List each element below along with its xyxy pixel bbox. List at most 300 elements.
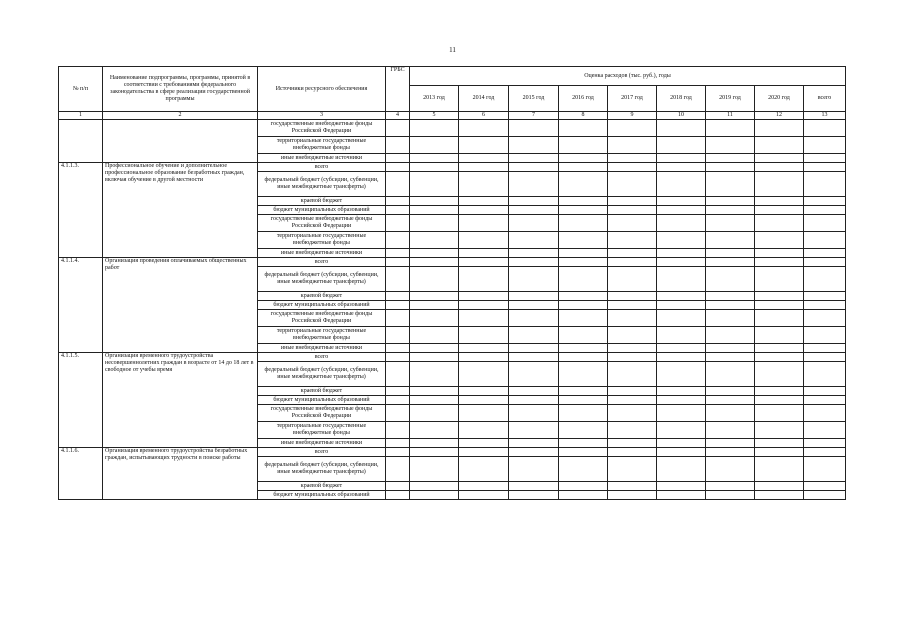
value-cell <box>459 405 509 422</box>
value-cell <box>459 448 509 457</box>
value-cell <box>706 137 755 154</box>
value-cell <box>755 292 804 301</box>
value-cell <box>608 215 657 232</box>
value-cell <box>706 215 755 232</box>
value-cell <box>657 491 706 500</box>
value-cell <box>559 405 608 422</box>
grbs-cell <box>386 353 410 362</box>
program-number: 4.1.1.6. <box>59 448 103 500</box>
program-name: Организация временного трудоустройства безработных граждан, испытывающих трудности в поиске работы <box>103 448 258 500</box>
value-cell <box>509 448 559 457</box>
column-number: 11 <box>706 112 755 120</box>
value-cell <box>706 120 755 137</box>
value-cell <box>608 301 657 310</box>
value-cell <box>755 405 804 422</box>
value-cell <box>706 327 755 344</box>
source-label: государственные внебюджетные фонды Российской Федерации <box>258 405 386 422</box>
value-cell <box>559 344 608 353</box>
value-cell <box>608 267 657 292</box>
value-cell <box>410 267 459 292</box>
value-cell <box>559 249 608 258</box>
column-number: 8 <box>559 112 608 120</box>
value-cell <box>559 448 608 457</box>
value-cell <box>559 387 608 396</box>
value-cell <box>410 249 459 258</box>
value-cell <box>509 258 559 267</box>
value-cell <box>657 137 706 154</box>
value-cell <box>459 327 509 344</box>
value-cell <box>459 163 509 172</box>
value-cell <box>657 362 706 387</box>
value-cell <box>706 491 755 500</box>
column-number: 9 <box>608 112 657 120</box>
value-cell <box>559 439 608 448</box>
value-cell <box>410 491 459 500</box>
value-cell <box>459 310 509 327</box>
value-cell <box>804 154 846 163</box>
value-cell <box>559 353 608 362</box>
value-cell <box>459 439 509 448</box>
value-cell <box>608 120 657 137</box>
value-cell <box>706 301 755 310</box>
grbs-cell <box>386 267 410 292</box>
value-cell <box>559 327 608 344</box>
value-cell <box>804 292 846 301</box>
value-cell <box>459 120 509 137</box>
value-cell <box>410 215 459 232</box>
grbs-cell <box>386 482 410 491</box>
value-cell <box>657 267 706 292</box>
value-cell <box>657 292 706 301</box>
value-cell <box>559 172 608 197</box>
value-cell <box>559 120 608 137</box>
value-cell <box>608 327 657 344</box>
value-cell <box>804 206 846 215</box>
source-label: краевой бюджет <box>258 387 386 396</box>
value-cell <box>608 249 657 258</box>
value-cell <box>410 448 459 457</box>
year-header: 2018 год <box>657 86 706 112</box>
value-cell <box>559 206 608 215</box>
value-cell <box>755 258 804 267</box>
value-cell <box>755 267 804 292</box>
value-cell <box>559 482 608 491</box>
value-cell <box>410 120 459 137</box>
value-cell <box>706 422 755 439</box>
value-cell <box>804 362 846 387</box>
grbs-cell <box>386 327 410 344</box>
value-cell <box>804 120 846 137</box>
value-cell <box>509 172 559 197</box>
value-cell <box>706 172 755 197</box>
value-cell <box>509 249 559 258</box>
year-header-total: всего <box>804 86 846 112</box>
value-cell <box>459 353 509 362</box>
value-cell <box>509 422 559 439</box>
value-cell <box>657 396 706 405</box>
expenditure-table <box>58 66 846 500</box>
value-cell <box>410 353 459 362</box>
value-cell <box>559 310 608 327</box>
value-cell <box>706 249 755 258</box>
value-cell <box>657 301 706 310</box>
value-cell <box>509 206 559 215</box>
source-label: территориальные государственные внебюджетные фонды <box>258 422 386 439</box>
year-header: 2015 год <box>509 86 559 112</box>
value-cell <box>804 301 846 310</box>
column-number: 5 <box>410 112 459 120</box>
grbs-cell <box>386 215 410 232</box>
source-label: государственные внебюджетные фонды Российской Федерации <box>258 310 386 327</box>
value-cell <box>706 396 755 405</box>
value-cell <box>804 310 846 327</box>
value-cell <box>459 457 509 482</box>
value-cell <box>459 154 509 163</box>
grbs-cell <box>386 206 410 215</box>
value-cell <box>410 422 459 439</box>
source-label: краевой бюджет <box>258 482 386 491</box>
value-cell <box>608 163 657 172</box>
value-cell <box>509 327 559 344</box>
year-header: 2016 год <box>559 86 608 112</box>
value-cell <box>657 457 706 482</box>
grbs-cell <box>386 301 410 310</box>
value-cell <box>410 154 459 163</box>
value-cell <box>608 422 657 439</box>
value-cell <box>559 154 608 163</box>
value-cell <box>804 439 846 448</box>
value-cell <box>706 405 755 422</box>
source-label: всего <box>258 353 386 362</box>
value-cell <box>410 439 459 448</box>
value-cell <box>459 197 509 206</box>
value-cell <box>509 310 559 327</box>
value-cell <box>608 310 657 327</box>
value-cell <box>755 448 804 457</box>
value-cell <box>706 197 755 206</box>
table-row <box>59 120 846 137</box>
value-cell <box>608 491 657 500</box>
value-cell <box>608 344 657 353</box>
value-cell <box>608 482 657 491</box>
value-cell <box>755 422 804 439</box>
value-cell <box>559 362 608 387</box>
source-label: краевой бюджет <box>258 292 386 301</box>
value-cell <box>706 232 755 249</box>
column-number: 6 <box>459 112 509 120</box>
column-number: 1 <box>59 112 103 120</box>
source-label: федеральный бюджет (субсидии, субвенции, иные межбюджетные трансферты) <box>258 172 386 197</box>
value-cell <box>608 292 657 301</box>
value-cell <box>804 249 846 258</box>
value-cell <box>755 154 804 163</box>
value-cell <box>657 448 706 457</box>
value-cell <box>804 396 846 405</box>
grbs-cell <box>386 232 410 249</box>
value-cell <box>804 448 846 457</box>
value-cell <box>804 215 846 232</box>
value-cell <box>559 232 608 249</box>
value-cell <box>459 301 509 310</box>
value-cell <box>755 232 804 249</box>
value-cell <box>755 120 804 137</box>
value-cell <box>755 353 804 362</box>
value-cell <box>657 482 706 491</box>
value-cell <box>410 137 459 154</box>
value-cell <box>410 396 459 405</box>
value-cell <box>657 206 706 215</box>
value-cell <box>608 353 657 362</box>
value-cell <box>608 258 657 267</box>
value-cell <box>410 405 459 422</box>
value-cell <box>755 172 804 197</box>
value-cell <box>410 327 459 344</box>
value-cell <box>410 206 459 215</box>
year-header: 2013 год <box>410 86 459 112</box>
value-cell <box>410 457 459 482</box>
value-cell <box>459 206 509 215</box>
value-cell <box>559 292 608 301</box>
value-cell <box>459 258 509 267</box>
program-number-cell <box>59 120 103 163</box>
value-cell <box>410 163 459 172</box>
value-cell <box>755 249 804 258</box>
value-cell <box>706 387 755 396</box>
value-cell <box>608 405 657 422</box>
value-cell <box>509 215 559 232</box>
value-cell <box>657 154 706 163</box>
grbs-cell <box>386 387 410 396</box>
source-label: иные внебюджетные источники <box>258 344 386 353</box>
value-cell <box>608 137 657 154</box>
value-cell <box>509 396 559 405</box>
grbs-cell <box>386 249 410 258</box>
value-cell <box>410 387 459 396</box>
table-row <box>59 448 846 457</box>
value-cell <box>459 232 509 249</box>
column-number: 2 <box>103 112 258 120</box>
value-cell <box>509 292 559 301</box>
value-cell <box>706 154 755 163</box>
source-label: бюджет муниципальных образований <box>258 206 386 215</box>
header-num: № п/п <box>59 67 103 112</box>
column-number: 4 <box>386 112 410 120</box>
source-label: государственные внебюджетные фонды Российской Федерации <box>258 120 386 137</box>
value-cell <box>459 267 509 292</box>
value-cell <box>410 362 459 387</box>
year-header: 2017 год <box>608 86 657 112</box>
value-cell <box>657 353 706 362</box>
value-cell <box>509 387 559 396</box>
grbs-cell <box>386 448 410 457</box>
value-cell <box>559 197 608 206</box>
value-cell <box>559 491 608 500</box>
value-cell <box>804 327 846 344</box>
value-cell <box>657 172 706 197</box>
column-number: 13 <box>804 112 846 120</box>
value-cell <box>459 396 509 405</box>
grbs-cell <box>386 310 410 327</box>
column-number: 3 <box>258 112 386 120</box>
source-label: иные внебюджетные источники <box>258 249 386 258</box>
grbs-cell <box>386 405 410 422</box>
value-cell <box>657 405 706 422</box>
value-cell <box>755 396 804 405</box>
value-cell <box>804 163 846 172</box>
value-cell <box>706 344 755 353</box>
value-cell <box>706 448 755 457</box>
source-label: иные внебюджетные источники <box>258 439 386 448</box>
value-cell <box>657 120 706 137</box>
table-row <box>59 353 846 362</box>
value-cell <box>459 422 509 439</box>
column-number: 10 <box>657 112 706 120</box>
page-number: 11 <box>449 46 456 54</box>
value-cell <box>804 172 846 197</box>
value-cell <box>657 327 706 344</box>
value-cell <box>706 439 755 448</box>
grbs-cell <box>386 362 410 387</box>
value-cell <box>657 197 706 206</box>
value-cell <box>509 137 559 154</box>
value-cell <box>706 457 755 482</box>
value-cell <box>755 327 804 344</box>
value-cell <box>509 482 559 491</box>
value-cell <box>657 439 706 448</box>
value-cell <box>706 310 755 327</box>
value-cell <box>459 137 509 154</box>
value-cell <box>804 353 846 362</box>
value-cell <box>706 353 755 362</box>
column-numbers-row <box>59 112 846 120</box>
value-cell <box>755 439 804 448</box>
grbs-cell <box>386 120 410 137</box>
value-cell <box>410 197 459 206</box>
value-cell <box>410 482 459 491</box>
grbs-cell <box>386 439 410 448</box>
program-number: 4.1.1.4. <box>59 258 103 353</box>
value-cell <box>608 448 657 457</box>
value-cell <box>804 344 846 353</box>
value-cell <box>657 163 706 172</box>
program-name: Организация проведения оплачиваемых общественных работ <box>103 258 258 353</box>
value-cell <box>804 422 846 439</box>
value-cell <box>706 482 755 491</box>
value-cell <box>509 154 559 163</box>
grbs-cell <box>386 422 410 439</box>
value-cell <box>755 137 804 154</box>
value-cell <box>608 396 657 405</box>
source-label: бюджет муниципальных образований <box>258 491 386 500</box>
value-cell <box>657 215 706 232</box>
grbs-cell <box>386 172 410 197</box>
value-cell <box>509 197 559 206</box>
value-cell <box>509 353 559 362</box>
value-cell <box>459 387 509 396</box>
source-label: федеральный бюджет (субсидии, субвенции, иные межбюджетные трансферты) <box>258 267 386 292</box>
value-cell <box>459 344 509 353</box>
source-label: государственные внебюджетные фонды Российской Федерации <box>258 215 386 232</box>
value-cell <box>559 163 608 172</box>
value-cell <box>804 197 846 206</box>
value-cell <box>608 362 657 387</box>
value-cell <box>559 301 608 310</box>
value-cell <box>706 258 755 267</box>
year-header: 2020 год <box>755 86 804 112</box>
value-cell <box>608 154 657 163</box>
value-cell <box>459 362 509 387</box>
value-cell <box>706 267 755 292</box>
value-cell <box>755 206 804 215</box>
value-cell <box>509 405 559 422</box>
source-label: бюджет муниципальных образований <box>258 301 386 310</box>
source-label: федеральный бюджет (субсидии, субвенции, иные межбюджетные трансферты) <box>258 362 386 387</box>
source-label: краевой бюджет <box>258 197 386 206</box>
value-cell <box>559 396 608 405</box>
source-label: иные внебюджетные источники <box>258 154 386 163</box>
value-cell <box>804 457 846 482</box>
value-cell <box>657 422 706 439</box>
value-cell <box>410 310 459 327</box>
value-cell <box>509 362 559 387</box>
value-cell <box>559 137 608 154</box>
source-label: федеральный бюджет (субсидии, субвенции, иные межбюджетные трансферты) <box>258 457 386 482</box>
value-cell <box>608 387 657 396</box>
value-cell <box>755 163 804 172</box>
value-cell <box>559 258 608 267</box>
value-cell <box>755 310 804 327</box>
value-cell <box>804 232 846 249</box>
header-name: Наименование подпрограммы, программы, принятой в соответствии с требованиями федерального законодательства в сфере реализации государственной программы <box>103 67 258 112</box>
value-cell <box>804 387 846 396</box>
value-cell <box>459 292 509 301</box>
value-cell <box>804 405 846 422</box>
source-label: бюджет муниципальных образований <box>258 396 386 405</box>
value-cell <box>459 482 509 491</box>
year-header: 2014 год <box>459 86 509 112</box>
grbs-cell <box>386 154 410 163</box>
source-label: всего <box>258 258 386 267</box>
program-number: 4.1.1.5. <box>59 353 103 448</box>
value-cell <box>657 310 706 327</box>
value-cell <box>608 232 657 249</box>
value-cell <box>559 457 608 482</box>
program-number: 4.1.1.3. <box>59 163 103 258</box>
value-cell <box>804 482 846 491</box>
value-cell <box>459 249 509 258</box>
value-cell <box>657 387 706 396</box>
value-cell <box>755 491 804 500</box>
value-cell <box>410 344 459 353</box>
value-cell <box>706 292 755 301</box>
value-cell <box>459 172 509 197</box>
value-cell <box>755 215 804 232</box>
grbs-cell <box>386 258 410 267</box>
value-cell <box>509 301 559 310</box>
value-cell <box>509 163 559 172</box>
value-cell <box>509 120 559 137</box>
program-name-cell <box>103 120 258 163</box>
table-body <box>59 120 846 500</box>
grbs-cell <box>386 396 410 405</box>
value-cell <box>706 206 755 215</box>
value-cell <box>459 215 509 232</box>
value-cell <box>509 344 559 353</box>
value-cell <box>410 172 459 197</box>
value-cell <box>706 163 755 172</box>
source-label: территориальные государственные внебюджетные фонды <box>258 232 386 249</box>
value-cell <box>657 344 706 353</box>
